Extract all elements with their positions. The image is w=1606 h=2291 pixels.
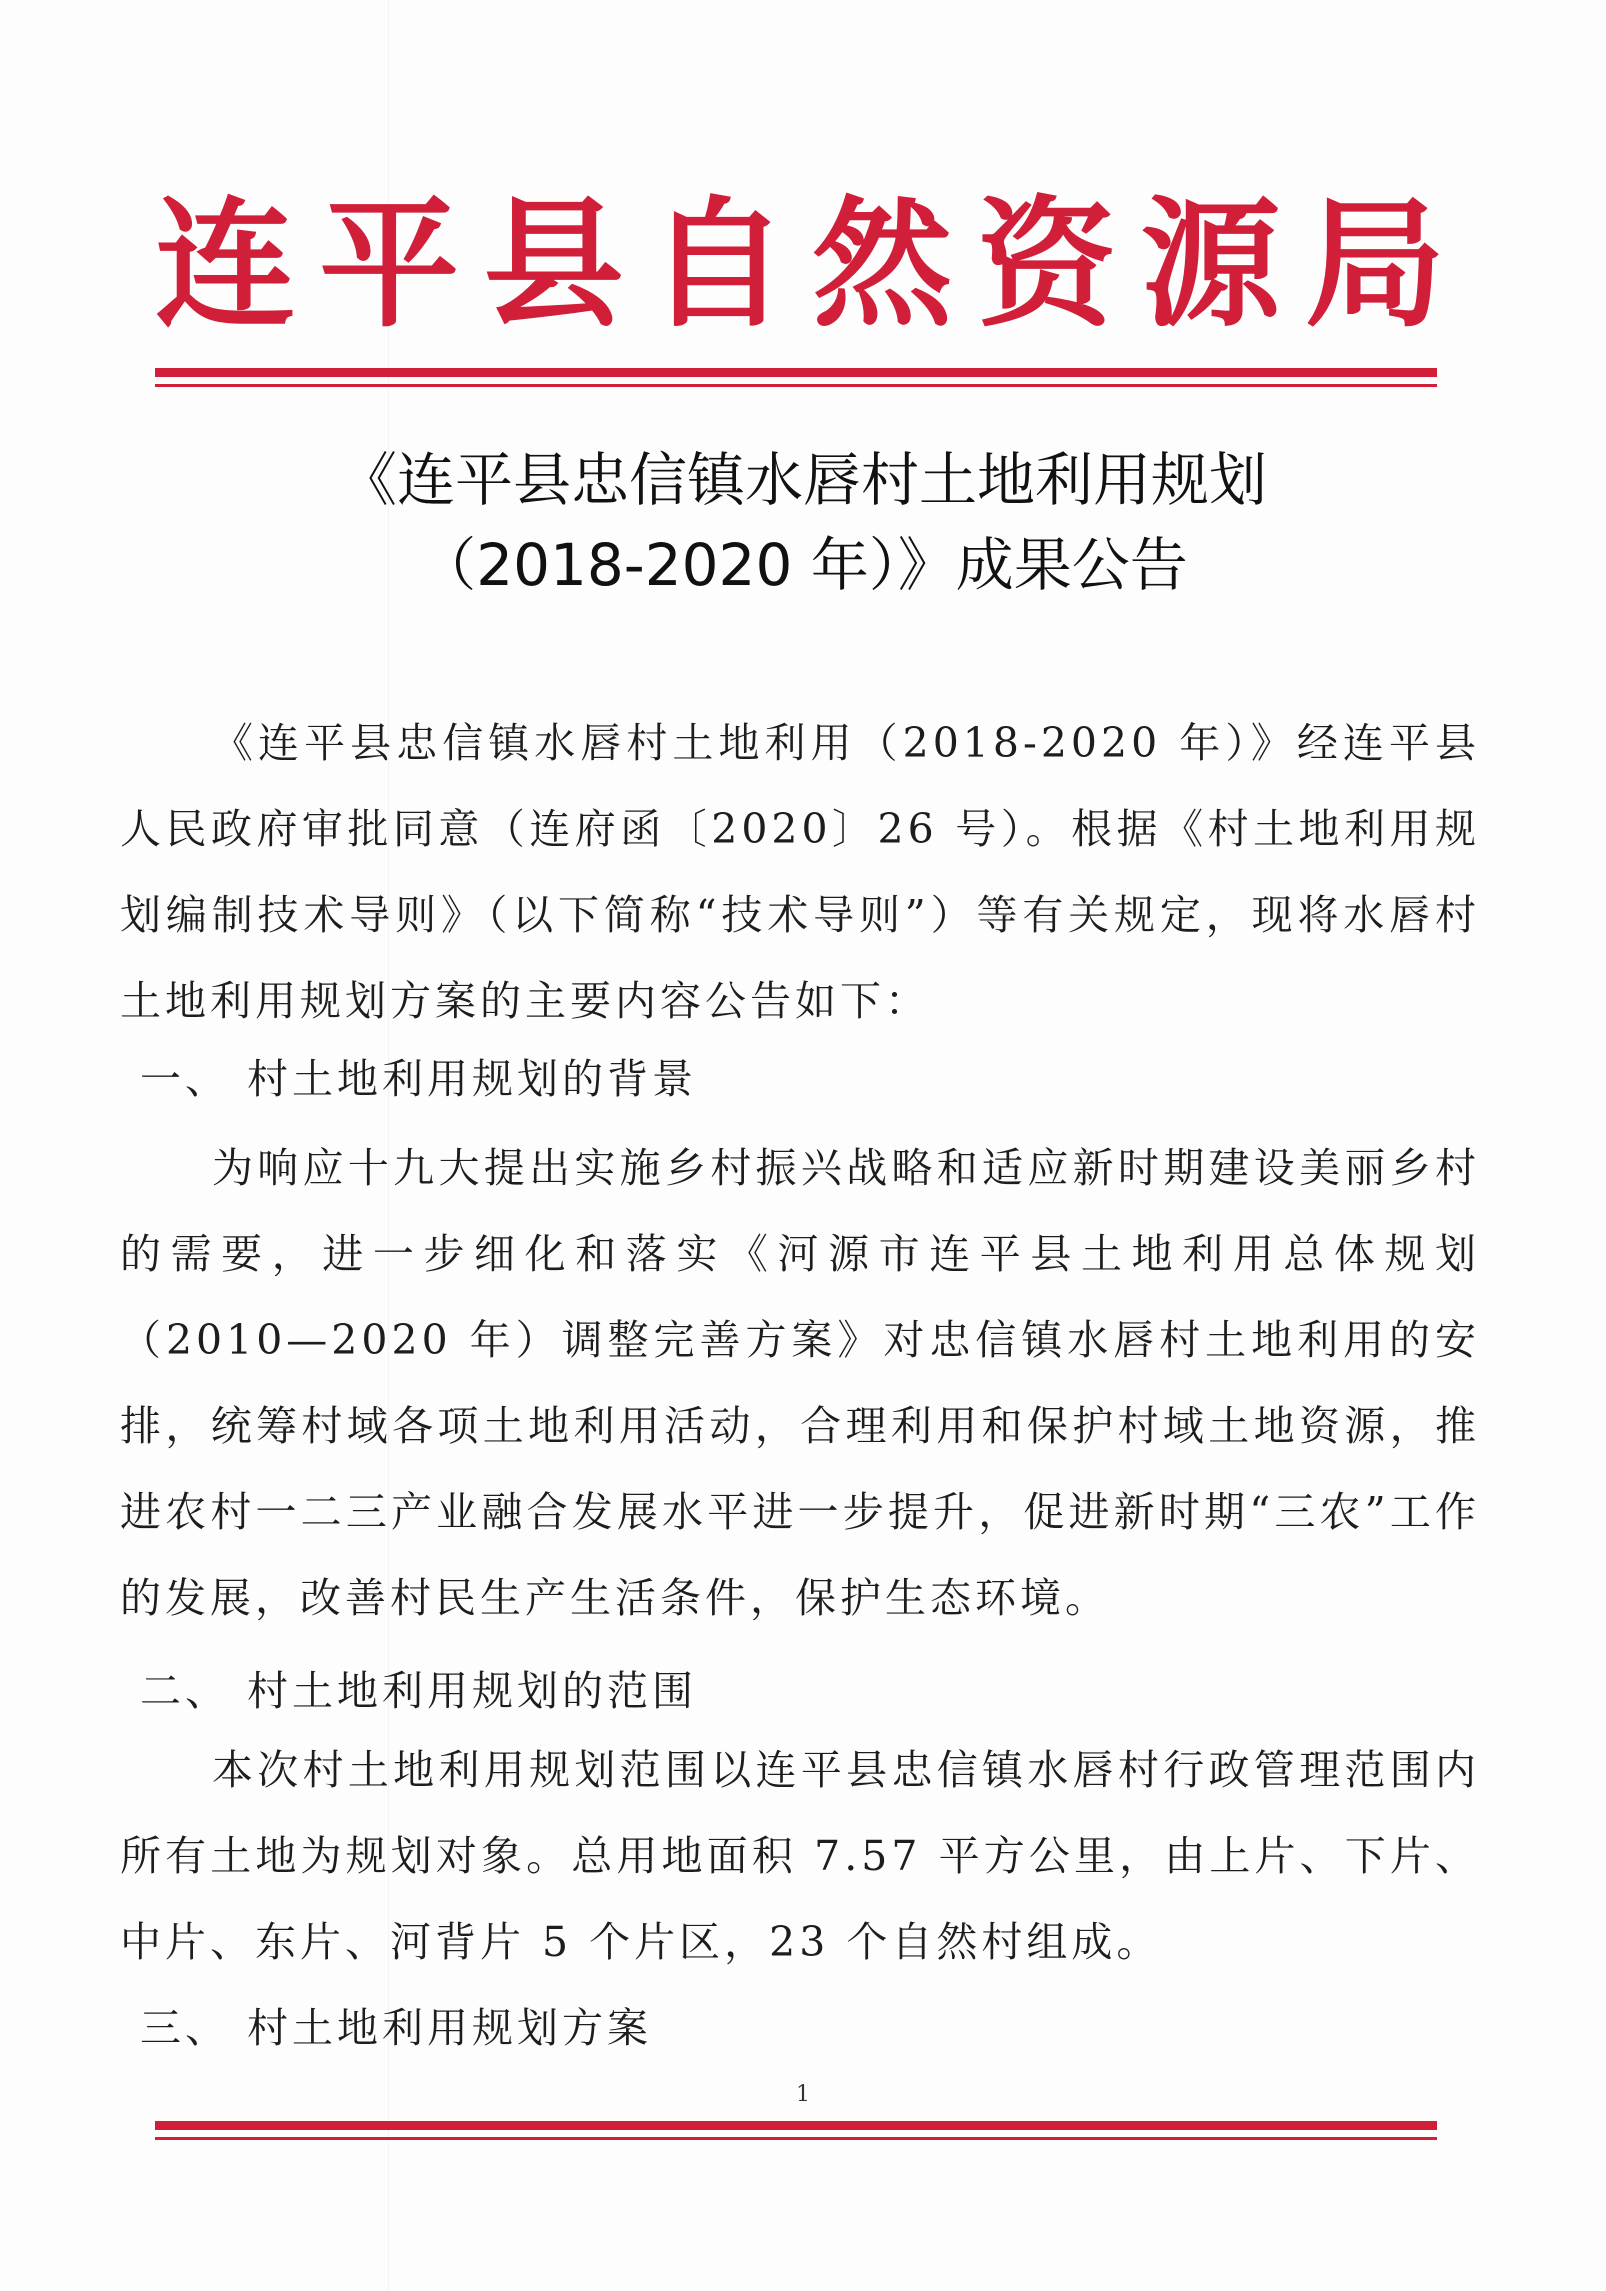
letterhead-char: 源	[1140, 183, 1281, 347]
letterhead-rule-thick	[155, 368, 1437, 377]
section-heading-scope: 二、 村土地利用规划的范围	[140, 1667, 698, 1715]
letterhead-title	[150, 185, 1450, 345]
letterhead-char: 资	[976, 183, 1117, 347]
document-title-line1: 《连平县忠信镇水唇村土地利用规划	[338, 446, 1267, 514]
document-title-line2: （2018-2020 年）》成果公告	[418, 531, 1188, 599]
letterhead-char: 局	[1304, 183, 1445, 347]
footer-rule-thick	[155, 2121, 1437, 2130]
section-heading-plan: 三、 村土地利用规划方案	[140, 2004, 653, 2052]
scope-paragraph: 本次村土地利用规划范围以连平县忠信镇水唇村行政管理范围内所有土地为规划对象。总用地面积 7.57 平方公里，由上片、下片、中片、东片、河背片 5 个片区，23 个自然村组成。	[120, 1746, 1480, 1966]
letterhead-char: 连	[154, 183, 295, 347]
letterhead-char: 自	[647, 183, 788, 347]
intro-paragraph: 《连平县忠信镇水唇村土地利用（2018-2020 年）》经连平县人民政府审批同意（连府函〔2020〕26 号）。根据《村土地利用规划编制技术导则》（以下简称“技术导则”）等有关规定，现将水唇村土地利用规划方案的主要内容公告如下：	[120, 719, 1480, 1025]
page-number: 1	[796, 2082, 810, 2107]
background-paragraph: 为响应十九大提出实施乡村振兴战略和适应新时期建设美丽乡村的需要，进一步细化和落实《河源市连平县土地利用总体规划（2010—2020 年）调整完善方案》对忠信镇水唇村土地利用的安排，统筹村域各项土地利用活动，合理利用和保护村域土地资源，推进农村一二三产业融合发展水平进一步提升，促进新时期“三农”工作的发展，改善村民生产生活条件，保护生态环境。	[120, 1144, 1480, 1622]
letterhead-rule-thin	[155, 384, 1437, 387]
footer-rule-thin	[155, 2137, 1437, 2140]
letterhead-char: 县	[483, 183, 624, 347]
letterhead-char: 平	[319, 183, 460, 347]
section-heading-background: 一、 村土地利用规划的背景	[140, 1055, 698, 1103]
letterhead-char: 然	[812, 183, 953, 347]
